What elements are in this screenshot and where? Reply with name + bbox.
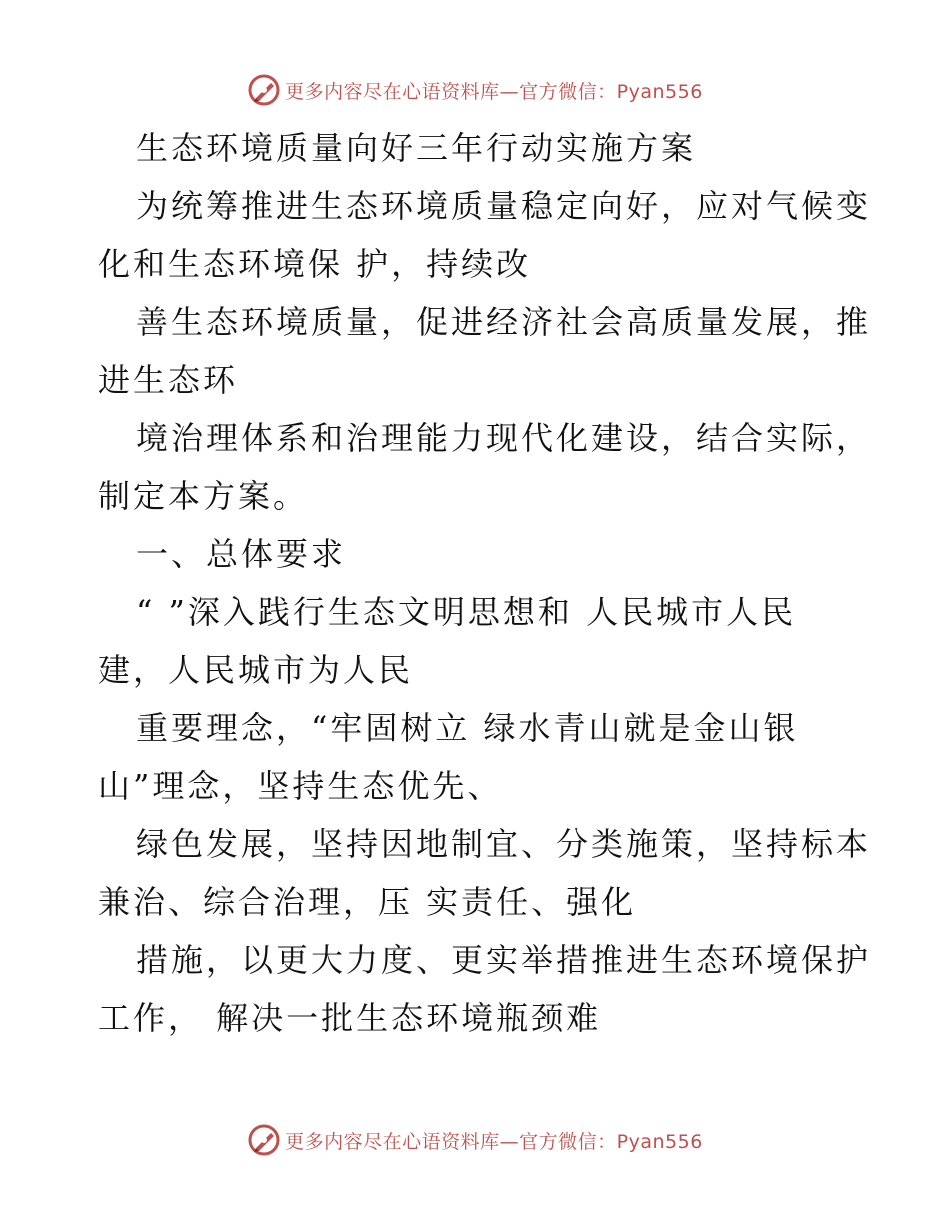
paragraph-line: 工作， 解决一批生态环境瓶颈难: [98, 999, 602, 1037]
paragraph-line: 进生态环: [98, 361, 239, 399]
paragraph-line: 兼治、综合治理，压 实责任、强化: [98, 883, 637, 921]
header-watermark-banner: [0, 70, 950, 110]
paragraph-line: 为统筹推进生态环境质量稳定向好，应对气候变: [136, 187, 872, 225]
paragraph-line: 境治理体系和治理能力现代化建设，结合实际，: [136, 419, 872, 457]
footer-watermark-banner: [0, 1120, 950, 1160]
paragraph-line: 重要理念，“牢固树立 绿水青山就是金山银: [136, 709, 799, 747]
paragraph-line: 建，人民城市为人民: [98, 651, 414, 689]
section-heading: 一、总体要求: [136, 535, 347, 573]
watermark-text: 更多内容尽在心语资料库—官方微信：Pyan556: [285, 80, 703, 103]
pen-nib-logo-icon: [247, 73, 281, 107]
paragraph-line: 措施，以更大力度、更实举措推进生态环境保护: [136, 941, 872, 979]
paragraph-line: 绿色发展，坚持因地制宜、分类施策，坚持标本: [136, 825, 872, 863]
watermark-text: 更多内容尽在心语资料库—官方微信：Pyan556: [285, 1130, 703, 1153]
paragraph-line: 制定本方案。: [98, 477, 309, 515]
paragraph-line: “ ”深入践行生态文明思想和 人民城市人民: [136, 593, 797, 631]
paragraph-line: 化和生态环境保 护，持续改: [98, 245, 532, 283]
pen-nib-logo-icon: [247, 1123, 281, 1157]
paragraph-line: 山”理念，坚持生态优先、: [98, 767, 503, 805]
paragraph-line: 善生态环境质量，促进经济社会高质量发展，推: [136, 303, 872, 341]
document-title: 生态环境质量向好三年行动实施方案: [136, 129, 697, 167]
